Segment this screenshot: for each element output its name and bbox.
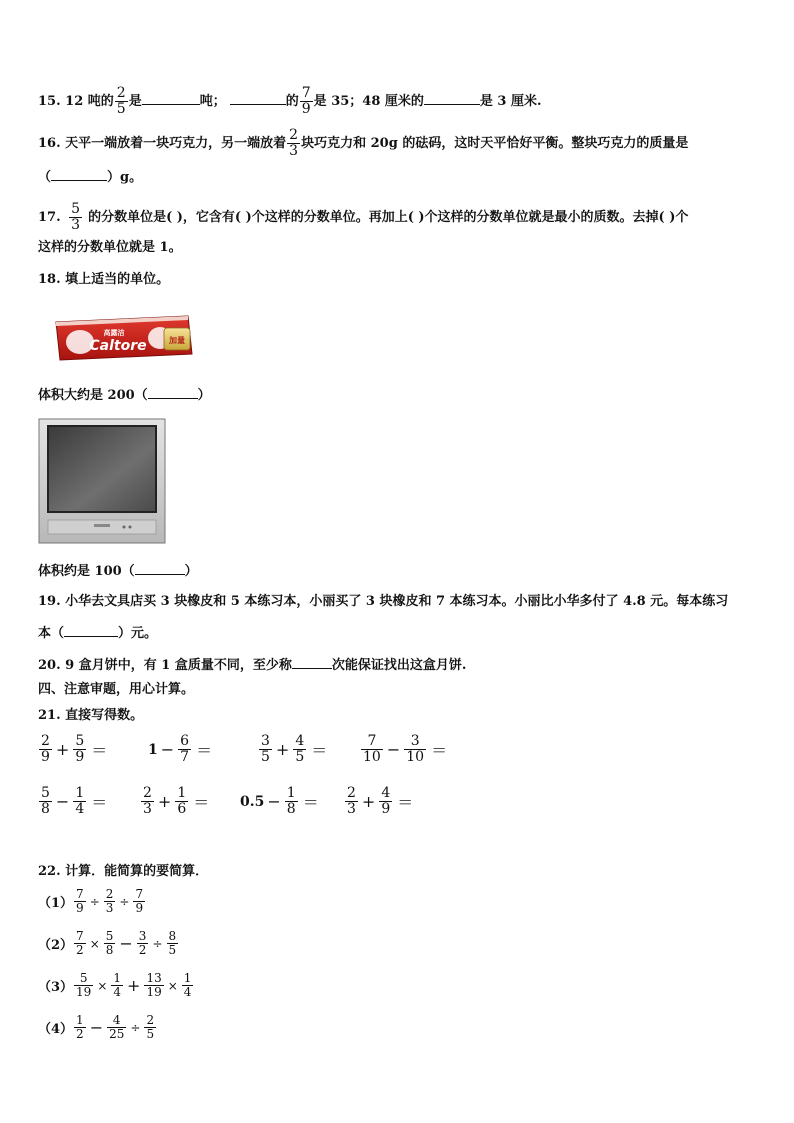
answer-blank[interactable] — [135, 560, 185, 575]
answer-blank[interactable] — [142, 90, 200, 105]
q16-number: 16. — [38, 136, 61, 151]
calc-item: （4） $\frac{1}{2}$ − $\frac{4}{25}$ ÷ $\frac{2}{5}$ — [38, 1013, 155, 1041]
answer-blank[interactable] — [230, 90, 286, 105]
answer-blank[interactable] — [424, 90, 480, 105]
toothpaste-small-label: 高露洁 — [103, 329, 125, 337]
answer-blank[interactable] — [51, 166, 107, 181]
fraction: $\frac{7}{9}$ — [301, 85, 311, 117]
toothpaste-brand: Caltore — [89, 338, 147, 354]
calc-item: （3） $\frac{5}{19}$ × $\frac{1}{4}$ + $\frac{13}{19}$ × $\frac{1}{4}$ — [38, 971, 192, 999]
answer-blank[interactable] — [64, 622, 118, 637]
q15-number: 15. — [38, 94, 61, 109]
question-19-line2: 本（ ）元。 — [38, 622, 157, 644]
question-21: 21. 直接写得数。 — [38, 708, 144, 723]
question-20: 20. 9 盒月饼中，有 1 盒质量不同，至少称 次能保证找出这盒月饼. — [38, 654, 466, 676]
question-17: 17. $\frac{5}{3}$ 的分数单位是( )，它含有( )个这样的分数单位。再加上( )个这样的分数单位就是最小的质数。去掉( )个 — [38, 201, 689, 233]
q18-line1: 体积大约是 200（ ） — [38, 384, 211, 406]
section-heading: 四、注意审题，用心计算。 — [38, 682, 195, 697]
question-16: 16. 天平一端放着一块巧克力，另一端放着 $\frac{2}{3}$ 块巧克力和 20g 的砝码，这时天平恰好平衡。整块巧克力的质量是 — [38, 127, 689, 159]
q17-number: 17. — [38, 210, 61, 225]
fraction: $\frac{5}{3}$ — [71, 201, 81, 233]
answer-blank[interactable] — [292, 654, 332, 669]
question-19: 19. 小华去文具店买 3 块橡皮和 5 本练习本，小丽买了 3 块橡皮和 7 本练习本。小丽比小华多付了 4.8 元。每本练习 — [38, 594, 729, 609]
fraction: $\frac{2}{5}$ — [116, 85, 126, 117]
q20-number: 20. — [38, 658, 61, 673]
television-image — [38, 418, 166, 544]
question-22: 22. 计算．能简算的要简算． — [38, 864, 209, 879]
calc-item: $\frac{7}{10}$ − $\frac{3}{10}$ ＝ — [363, 733, 448, 765]
q21-number: 21. — [38, 708, 61, 723]
calc-item: $\frac{2}{3}$ + $\frac{4}{9}$ ＝ — [347, 785, 414, 817]
toothpaste-badge: 加量 — [169, 336, 185, 345]
question-17-line2: 这样的分数单位就是 1。 — [38, 240, 182, 255]
q22-number: 22. — [38, 864, 61, 879]
calc-item: 0.5 − $\frac{1}{8}$ ＝ — [240, 785, 319, 817]
fraction: $\frac{2}{3}$ — [289, 127, 299, 159]
q18-number: 18. — [38, 272, 61, 287]
calc-item: $\frac{3}{5}$ + $\frac{4}{5}$ ＝ — [261, 733, 328, 765]
calc-item: $\frac{5}{8}$ − $\frac{1}{4}$ ＝ — [41, 785, 108, 817]
q18-line2: 体积约是 100（ ） — [38, 560, 198, 582]
calc-item: （2） $\frac{7}{2}$ × $\frac{5}{8}$ − $\frac{3}{2}$ ÷ $\frac{8}{5}$ — [38, 929, 177, 957]
answer-blank[interactable] — [148, 384, 198, 399]
question-16-line2: （ ）g。 — [38, 166, 142, 188]
question-18: 18. 填上适当的单位。 — [38, 272, 170, 287]
toothpaste-box-image — [52, 314, 196, 362]
q19-number: 19. — [38, 594, 61, 609]
calc-item: $\frac{2}{3}$ + $\frac{1}{6}$ ＝ — [143, 785, 210, 817]
question-15: 15. 12 吨的 $\frac{2}{5}$ 是 吨； 的 $\frac{7}{9}$ 是 35；48 厘米的 是 3 厘米. — [38, 85, 542, 117]
calc-item: 1 − $\frac{6}{7}$ ＝ — [148, 733, 213, 765]
calc-item: （1） $\frac{7}{9}$ ÷ $\frac{2}{3}$ ÷ $\frac{7}{9}$ — [38, 887, 144, 915]
calc-item: $\frac{2}{9}$ + $\frac{5}{9}$ ＝ — [41, 733, 108, 765]
